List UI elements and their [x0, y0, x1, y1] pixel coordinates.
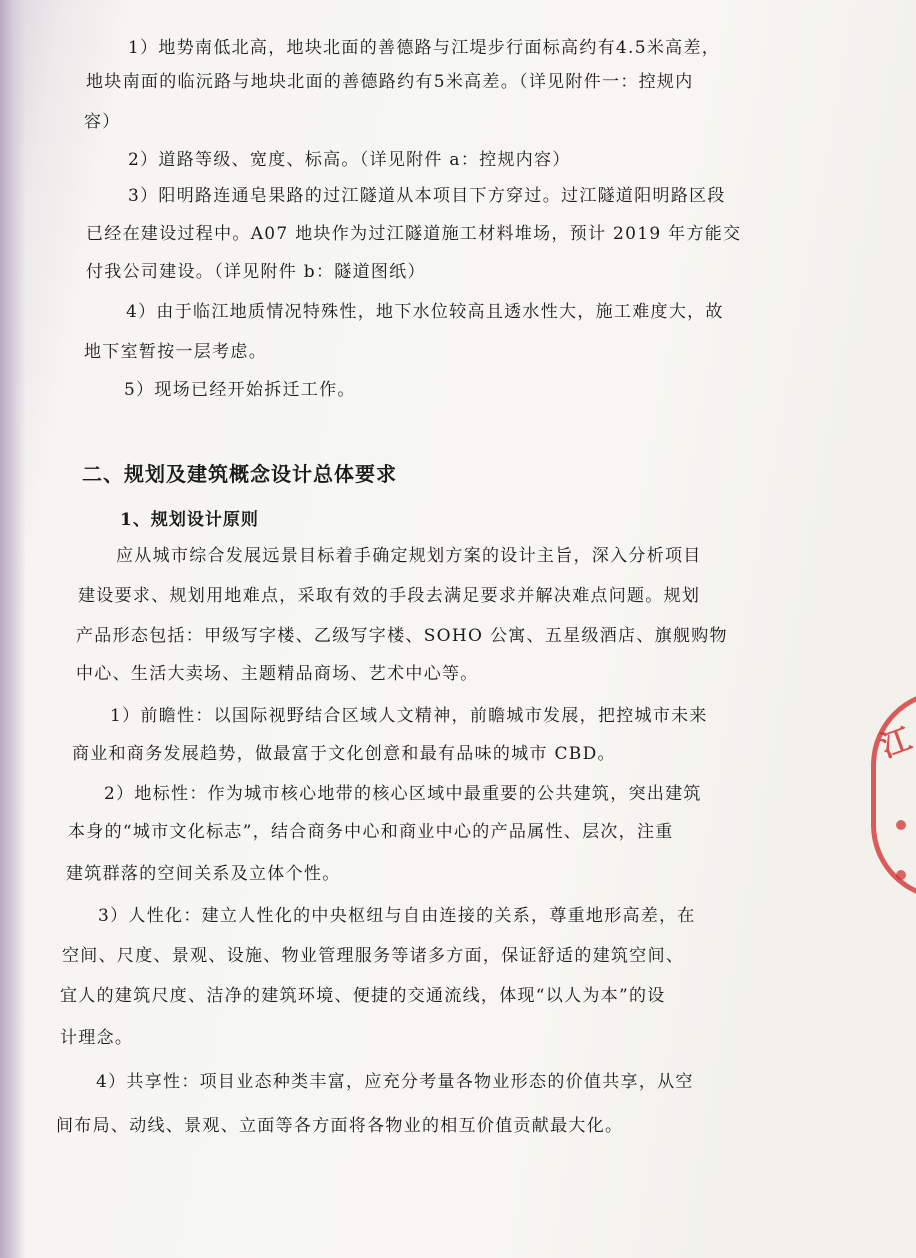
- text-line: 已经在建设过程中。A07 地块作为过江隧道施工材料堆场，预计 2019 年方能交: [86, 224, 742, 244]
- text-line: 地块南面的临沅路与地块北面的善德路约有5米高差。（详见附件一：控规内: [86, 72, 694, 92]
- text-line: 1）地势南低北高，地块北面的善德路与江堤步行面标高约有4.5米高差，: [128, 38, 721, 58]
- text-line: 地下室暂按一层考虑。: [84, 342, 267, 362]
- body-line: 建设要求、规划用地难点，采取有效的手段去满足要求并解决难点问题。规划: [78, 586, 701, 606]
- subsection-heading: 1、规划设计原则: [120, 510, 259, 530]
- body-line: 产品形态包括：甲级写字楼、乙级写字楼、SOHO 公寓、五星级酒店、旗舰购物: [76, 626, 728, 646]
- body-line: 商业和商务发展趋势，做最富于文化创意和最有品味的城市 CBD。: [72, 744, 616, 764]
- text-line: 付我公司建设。（详见附件 b：隧道图纸）: [86, 262, 426, 282]
- text-line: 3）阳明路连通皂果路的过江隧道从本项目下方穿过。过江隧道阳明路区段: [128, 186, 726, 206]
- seal-character: 江: [876, 721, 916, 765]
- body-line: 本身的“城市文化标志”，结合商务中心和商业中心的产品属性、层次，注重: [68, 822, 674, 842]
- body-line: 2）地标性：作为城市核心地带的核心区域中最重要的公共建筑，突出建筑: [104, 784, 702, 804]
- text-line: 5）现场已经开始拆迁工作。: [124, 380, 356, 400]
- body-line: 中心、生活大卖场、主题精品商场、艺术中心等。: [76, 664, 479, 684]
- body-line: 计理念。: [60, 1028, 134, 1048]
- body-line: 应从城市综合发展远景目标着手确定规划方案的设计主旨，深入分析项目: [116, 546, 702, 566]
- body-line: 4）共享性：项目业态种类丰富，应充分考量各物业形态的价值共享，从空: [96, 1072, 694, 1092]
- text-line: 2）道路等级、宽度、标高。（详见附件 a：控规内容）: [128, 150, 571, 170]
- seal-dot: [896, 820, 906, 830]
- body-line: 3）人性化：建立人性化的中央枢纽与自由连接的关系，尊重地形高差，在: [98, 906, 696, 926]
- seal-dot: [896, 870, 906, 880]
- page-edge-shadow: [0, 0, 26, 1258]
- text-line: 容）: [84, 112, 121, 132]
- body-line: 宜人的建筑尺度、洁净的建筑环境、便捷的交通流线，体现“以人为本”的设: [60, 986, 666, 1006]
- section-heading: 二、规划及建筑概念设计总体要求: [82, 462, 397, 486]
- body-line: 建筑群落的空间关系及立体个性。: [66, 864, 341, 884]
- body-line: 1）前瞻性：以国际视野结合区域人文精神，前瞻城市发展，把控城市未来: [110, 706, 708, 726]
- body-line: 间布局、动线、景观、立面等各方面将各物业的相互价值贡献最大化。: [56, 1116, 624, 1136]
- text-line: 4）由于临江地质情况特殊性，地下水位较高且透水性大，施工难度大，故: [126, 302, 724, 322]
- body-line: 空间、尺度、景观、设施、物业管理服务等诸多方面，保证舒适的建筑空间、: [62, 946, 685, 966]
